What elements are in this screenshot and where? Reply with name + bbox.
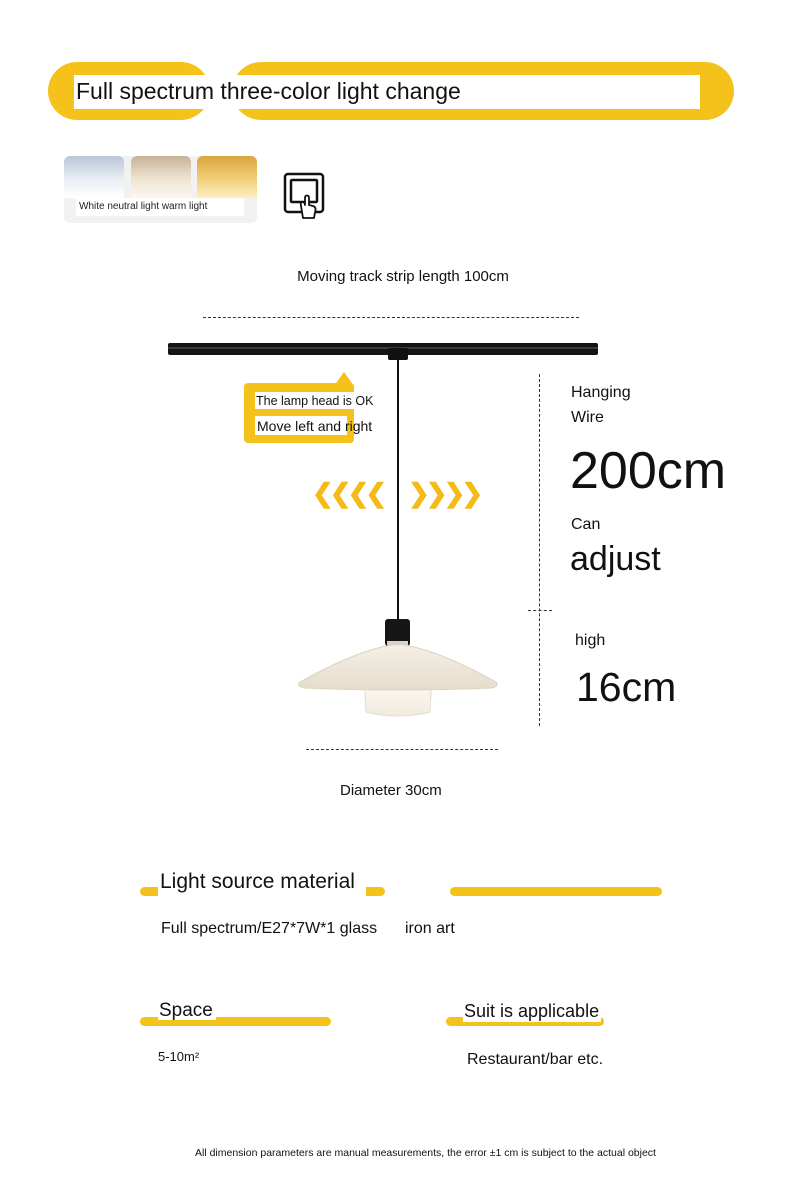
warm-light-swatch (197, 156, 257, 198)
light-source-material: iron art (405, 920, 455, 937)
page-title: Full spectrum three-color light change (76, 78, 461, 104)
height-value: 16cm (576, 664, 677, 710)
hanging-wire (397, 358, 399, 620)
light-source-accent-bar-right (450, 887, 662, 896)
space-value: 5-10m² (158, 1049, 200, 1064)
space-title: Space (159, 1000, 213, 1021)
height-dimension-line (539, 374, 540, 726)
track-length-dimension-line (203, 317, 579, 318)
light-modes-label: White neutral light warm light (79, 201, 208, 212)
hanging-label: Hanging (571, 384, 631, 401)
high-label: high (575, 632, 606, 649)
diameter-label: Diameter 30cm (340, 782, 442, 799)
touch-switch-icon (283, 172, 327, 220)
suitable-title: Suit is applicable (464, 1001, 600, 1021)
white-light-swatch (64, 156, 124, 198)
track-length-label: Moving track strip length 100cm (297, 268, 509, 285)
suitable-value: Restaurant/bar etc. (467, 1051, 604, 1068)
adjust-label: adjust (570, 540, 661, 578)
track-rail (168, 343, 598, 355)
can-label: Can (571, 516, 601, 533)
chevron-left-icon: ❮❮❮❮ (312, 478, 384, 508)
wire-label: Wire (571, 409, 604, 426)
height-dimension-mark (528, 610, 552, 611)
measurement-footnote: All dimension parameters are manual measurements, the error ±1 cm is subject to the actual object (195, 1147, 656, 1159)
callout-line2: Move left and right (257, 418, 373, 434)
callout-line1: The lamp head is OK (256, 394, 374, 408)
light-source-title: Light source material (160, 870, 355, 893)
diameter-dimension-line (306, 749, 498, 750)
chevron-right-icon: ❯❯❯❯ (408, 478, 480, 508)
lamp-shade (296, 640, 500, 720)
wire-length-value: 200cm (570, 442, 727, 500)
light-source-spec: Full spectrum/E27*7W*1 glass (161, 920, 378, 937)
neutral-light-swatch (131, 156, 191, 198)
track-rail-slot (168, 347, 598, 349)
